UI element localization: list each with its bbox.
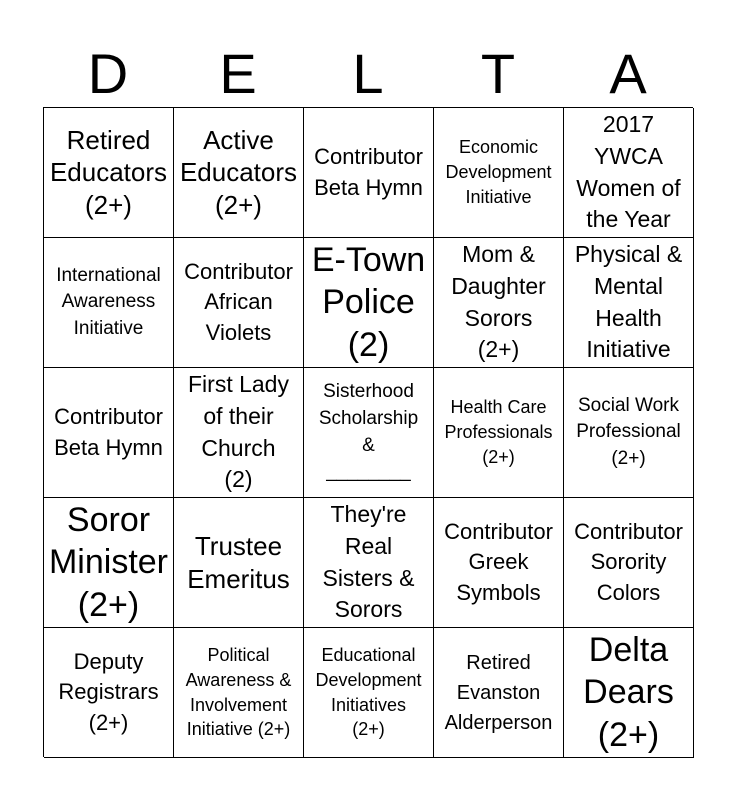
cell-text: Educational Development Initiatives (2+)	[315, 644, 422, 740]
bingo-cell[interactable]	[564, 108, 694, 238]
bingo-cell[interactable]	[174, 368, 304, 498]
cell-text: Trustee Emeritus	[187, 531, 290, 594]
cell-text: Health Care Professionals (2+)	[444, 397, 553, 467]
bingo-cell[interactable]	[304, 628, 434, 758]
bingo-cell[interactable]	[174, 628, 304, 758]
cell-text: Retired Educators (2+)	[49, 124, 168, 220]
bingo-cell[interactable]	[434, 238, 564, 368]
bingo-header	[43, 40, 693, 108]
header-letter-e: E	[219, 42, 257, 105]
cell-text: 2017 YWCA Women of the Year	[576, 111, 681, 233]
bingo-board	[43, 107, 693, 757]
header-letter-a: A	[609, 42, 647, 105]
cell-text: Mom & Daughter Sorors (2+)	[451, 241, 546, 363]
cell-text: Physical & Mental Health Initiative	[574, 241, 683, 363]
bingo-cell[interactable]	[174, 238, 304, 368]
bingo-cell[interactable]	[304, 368, 434, 498]
cell-text: Delta Dears (2+)	[583, 630, 674, 754]
cell-text: Contributor African Violets	[184, 258, 293, 345]
header-letter-l: L	[352, 42, 384, 105]
cell-text: International Awareness Initiative	[56, 264, 161, 339]
bingo-cell[interactable]	[44, 498, 174, 628]
bingo-cell[interactable]	[434, 108, 564, 238]
bingo-cell[interactable]	[44, 238, 174, 368]
bingo-cell[interactable]	[44, 108, 174, 238]
cell-text: Economic Development Initiative	[445, 137, 552, 207]
bingo-cell[interactable]	[304, 498, 434, 628]
bingo-cell[interactable]	[434, 498, 564, 628]
cell-text: Sisterhood Scholarship & ________	[318, 381, 419, 483]
header-letter-d: D	[87, 42, 129, 105]
bingo-cell[interactable]	[44, 628, 174, 758]
cell-text: E-Town Police (2)	[311, 240, 426, 364]
cell-text: They're Real Sisters & Sorors	[322, 501, 415, 623]
cell-text: Retired Evanston Alderperson	[444, 651, 553, 734]
cell-text: Soror Minister (2+)	[48, 500, 169, 624]
bingo-cell[interactable]	[174, 498, 304, 628]
bingo-cell[interactable]	[564, 628, 694, 758]
bingo-cell[interactable]	[174, 108, 304, 238]
cell-text: First Lady of their Church (2)	[188, 371, 289, 493]
bingo-cell[interactable]	[564, 238, 694, 368]
bingo-cell[interactable]	[304, 238, 434, 368]
bingo-cell[interactable]	[304, 108, 434, 238]
cell-text: Contributor Sorority Colors	[574, 518, 683, 605]
bingo-cell[interactable]	[564, 368, 694, 498]
cell-text: Social Work Professional (2+)	[576, 394, 681, 469]
bingo-cell[interactable]	[44, 368, 174, 498]
cell-text: Contributor Greek Symbols	[444, 518, 553, 605]
bingo-cell[interactable]	[564, 498, 694, 628]
cell-text: Political Awareness & Involvement Initiative (2+)	[185, 644, 292, 740]
cell-text: Deputy Registrars (2+)	[58, 648, 159, 735]
bingo-cell[interactable]	[434, 628, 564, 758]
header-letter-t: T	[480, 42, 516, 105]
bingo-cell[interactable]	[434, 368, 564, 498]
cell-text: Active Educators (2+)	[179, 124, 298, 220]
cell-text: Contributor Beta Hymn	[314, 144, 423, 200]
cell-text: Contributor Beta Hymn	[54, 404, 163, 460]
